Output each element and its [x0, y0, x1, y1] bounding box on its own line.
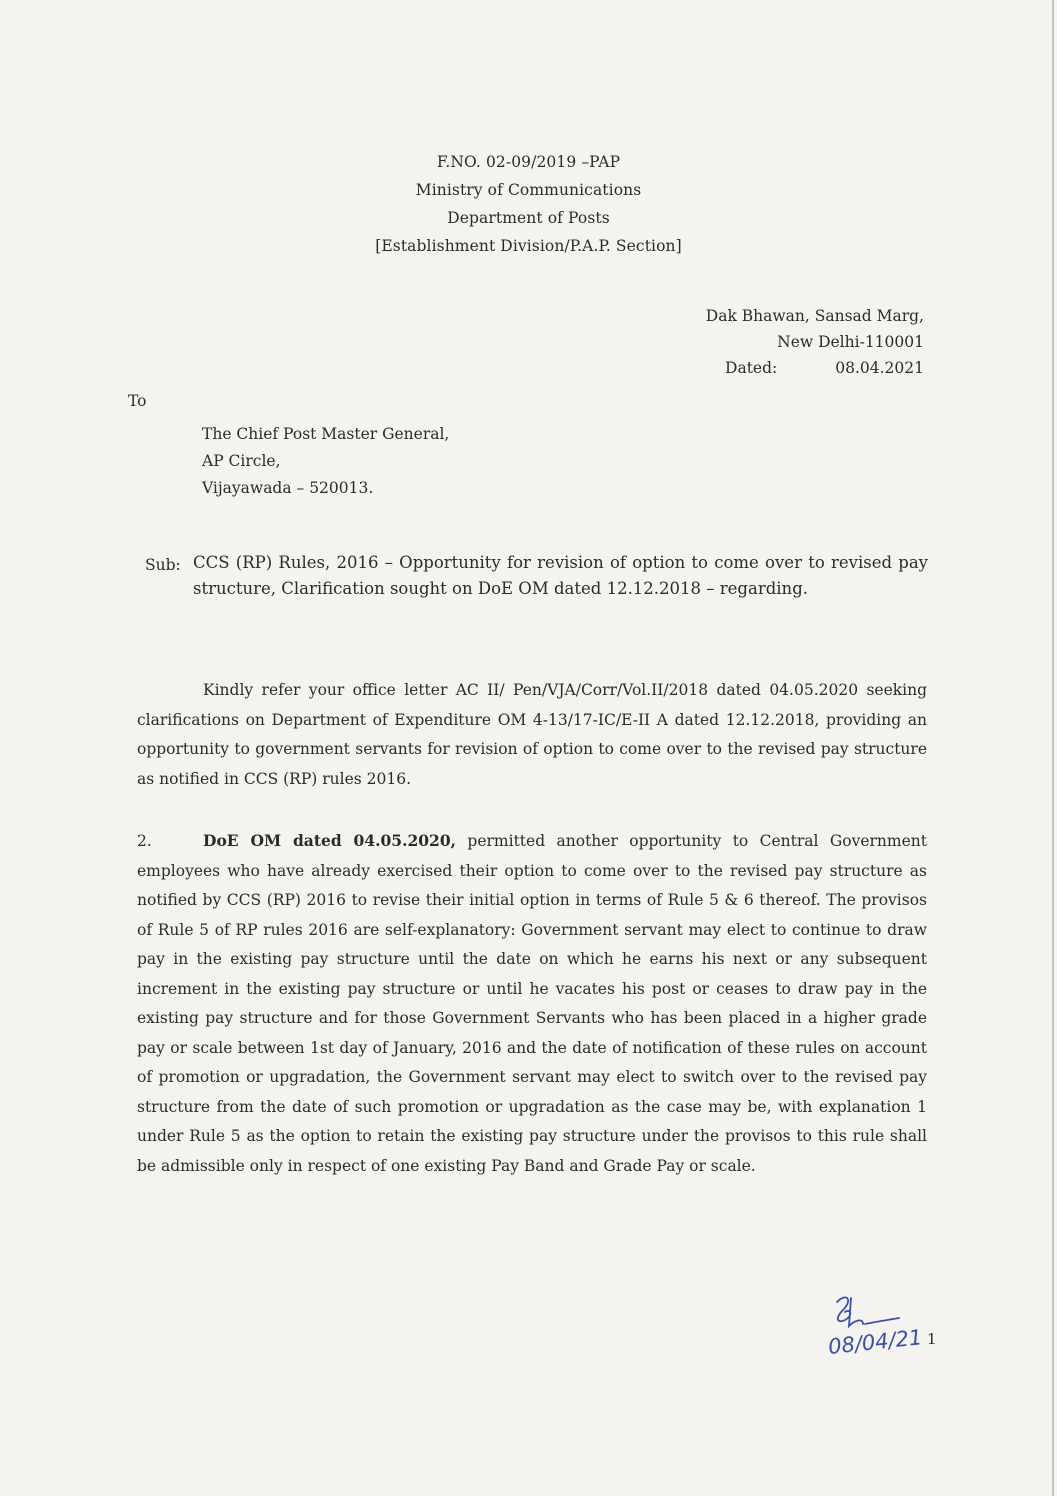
subject-label: Sub: [145, 556, 181, 574]
letter-header [0, 148, 1057, 260]
scan-edge [1052, 0, 1054, 1496]
paragraph-1: Kindly refer your office letter AC II/ Pen/VJA/Corr/Vol.II/2018 dated 04.05.2020 seeking clarifications on Department of Expenditure OM 4-13/17-IC/E-II A dated 12.12.2018, providing an opportunity to government servants for revision of option to come over to the revised pay structure as notified in CCS (RP) rules 2016. [137, 681, 927, 788]
file-number: F.NO. 02-09/2019 –PAP [436, 153, 621, 171]
subject-text: CCS (RP) Rules, 2016 – Opportunity for revision of option to come over to revised pay structure, Clarification sought on DoE OM dated 12.12.2018 – regarding. [193, 553, 928, 598]
handwritten-signature [815, 1290, 935, 1380]
dated-line [660, 355, 924, 381]
ministry-name: Ministry of Communications [415, 181, 642, 199]
address-city: New Delhi-110001 [777, 333, 924, 351]
signature-icon [815, 1290, 935, 1380]
dated-value: 08.04.2021 [835, 359, 924, 377]
recipient-title: The Chief Post Master General, [202, 425, 450, 443]
signature-date: 08/04/21 [827, 1325, 924, 1359]
to-label: To [128, 392, 147, 410]
paragraph-2-number: 2. [137, 832, 152, 850]
recipient-city: Vijayawada – 520013. [202, 479, 374, 497]
paragraph-2-text: permitted another opportunity to Central Government employees who have already exercised their option to come over to the revised pay structure as notified by CCS (RP) 2016 to revise their initial option in terms of Rule 5 & 6 thereof. The provisos of Rule 5 of RP rules 2016 are self-explanatory: Government servant may elect to continue to draw pay in the existing pay structure until the date on which he earns his next or any subsequent increment in the existing pay structure or until he vacates his post or ceases to draw pay in the existing pay structure and for those Government Servants who has been placed in a higher grade pay or scale between 1st day of January, 2016 and the date of notification of these rules on account of promotion or upgradation, the Government servant may elect to switch over to the revised pay structure from the date of such promotion or upgradation as the case may be, with explanation 1 under Rule 5 as the option to retain the existing pay structure under the provisos to this rule shall be admissible only in respect of one existing Pay Band and Grade Pay or scale. [137, 832, 927, 1175]
page-number: 1 [927, 1330, 937, 1348]
paragraph-2 [137, 826, 927, 1181]
section-name: [Establishment Division/P.A.P. Section] [375, 237, 682, 255]
address-building: Dak Bhawan, Sansad Marg, [705, 307, 924, 325]
department-name: Department of Posts [447, 209, 610, 227]
recipient-block [202, 421, 449, 502]
dated-label: Dated: [725, 359, 778, 377]
sender-address [660, 303, 924, 381]
paragraph-2-lead: DoE OM dated 04.05.2020, [203, 831, 457, 850]
recipient-circle: AP Circle, [202, 452, 281, 470]
